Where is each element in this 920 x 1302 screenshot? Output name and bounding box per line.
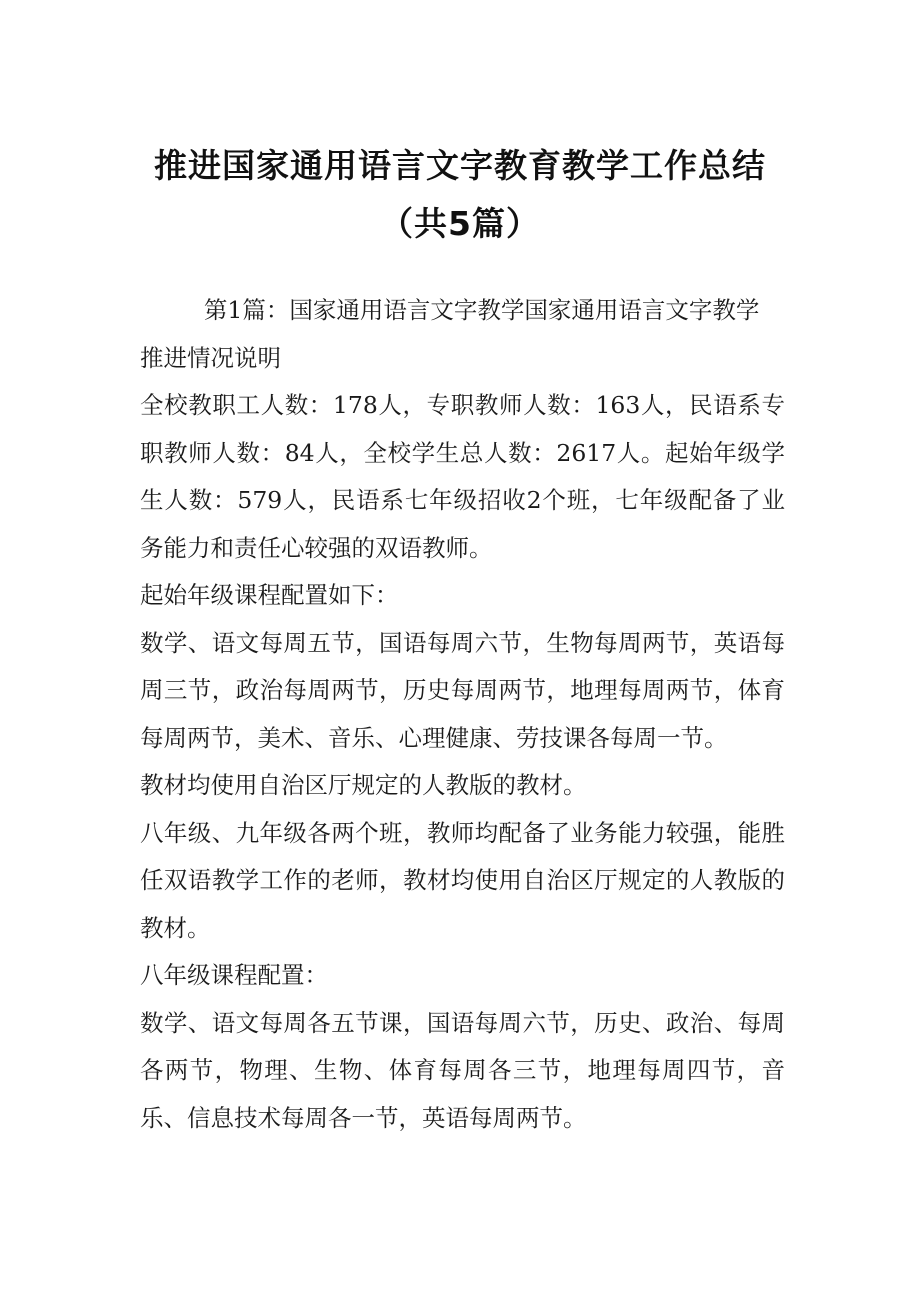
document-subtitle: （共5篇） [380, 204, 540, 243]
paragraph: 起始年级课程配置如下： [140, 581, 399, 609]
paragraph: 八年级课程配置： [140, 961, 328, 989]
paragraph: 教材均使用自治区厅规定的人教版的教材。 [140, 771, 587, 799]
paragraph: 八年级、九年级各两个班，教师均配备了业务能力较强，能胜任双语教学工作的老师，教材均使用自治区厅规定的人教版的教材。 [140, 818, 785, 942]
document-body [140, 287, 785, 1142]
paragraph: 数学、语文每周各五节课，国语每周六节，历史、政治、每周各两节，物理、生物、体育每周各三节，地理每周四节，音乐、信息技术每周各一节，英语每周两节。 [140, 1008, 785, 1132]
paragraph: 全校教职工人数：178人，专职教师人数：163人，民语系专职教师人数：84人，全校学生总人数：2617人。起始年级学生人数：579人，民语系七年级招收2个班，七年级配备了业务能力和责任心较强的双语教师。 [140, 391, 785, 562]
paragraph-heading-part1: 第1篇：国家通用语言文字教学国家通用语言文字教学 [203, 296, 760, 324]
paragraph: 数学、语文每周五节，国语每周六节，生物每周两节，英语每周三节，政治每周两节，历史每周两节，地理每周两节，体育每周两节，美术、音乐、心理健康、劳技课各每周一节。 [140, 628, 785, 752]
paragraph: 推进情况说明 [140, 343, 281, 372]
document-title: 推进国家通用语言文字教育教学工作总结 [154, 146, 766, 185]
